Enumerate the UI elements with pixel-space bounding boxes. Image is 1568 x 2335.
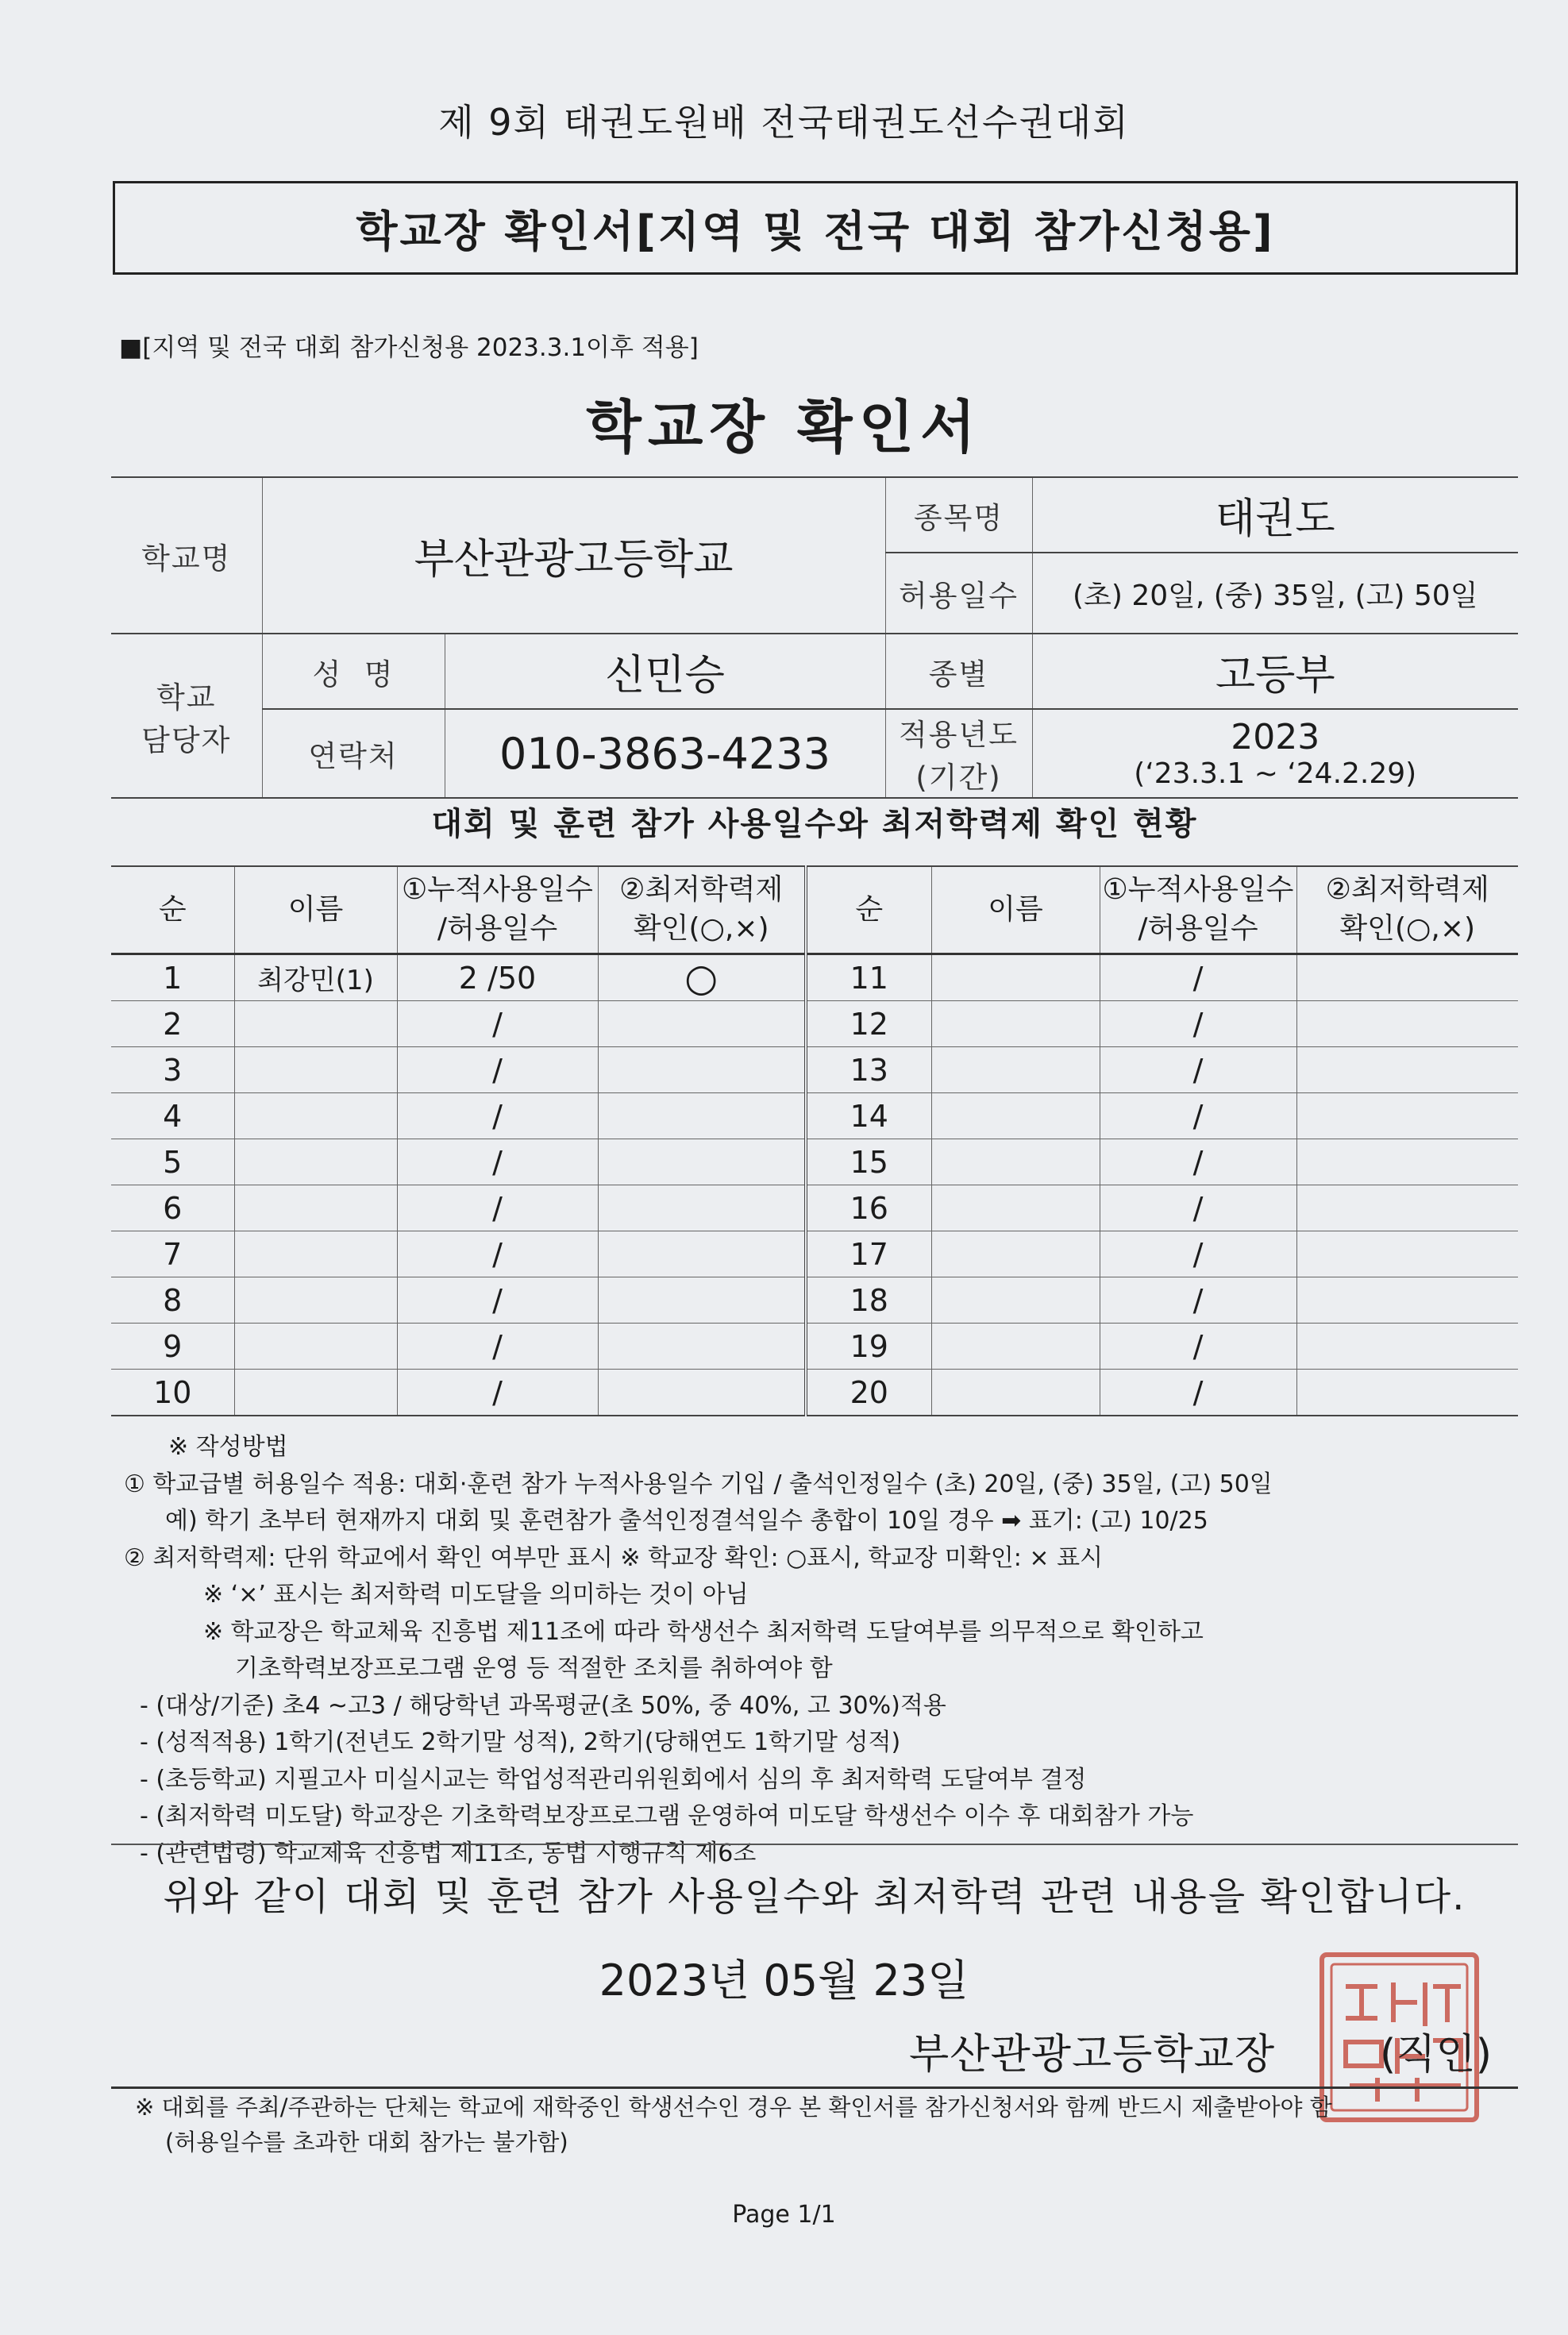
period-value: (‘23.3.1 ~ ‘24.2.29) xyxy=(1134,757,1417,790)
col-days: ①누적사용일수 /허용일수 xyxy=(1100,866,1296,954)
page-number: Page 1/1 xyxy=(732,2201,836,2229)
phone-label: 연락처 xyxy=(262,709,445,798)
instruction-line: ※ 학교장은 학교체육 진흥법 제11조에 따라 학생선수 최저학력 도달여부를 의무적으로 확인하고 xyxy=(203,1617,1204,1646)
instruction-line: - (초등학교) 지필고사 미실시교는 학업성적관리위원회에서 심의 후 최저학력 도달여부 결정 xyxy=(140,1765,1087,1794)
table-row: 1 최강민(1) 2 /50 ○ 11 / xyxy=(111,954,1518,1001)
division-label: 종별 xyxy=(885,634,1032,709)
table-heading: 대회 및 훈련 참가 사용일수와 최저학력제 확인 현황 xyxy=(431,806,1198,842)
allowed-days-value: (초) 20일, (중) 35일, (고) 50일 xyxy=(1032,553,1518,634)
instructions-title: ※ 작성방법 xyxy=(168,1433,288,1461)
col-check: ②최저학력제 확인(○,×) xyxy=(598,866,806,954)
info-table xyxy=(111,476,1518,799)
confirmation-date: 2023년 05월 23일 xyxy=(599,1955,969,2006)
seal-label: (직인) xyxy=(1380,2031,1493,2079)
table-row: 9 / 19 / xyxy=(111,1324,1518,1370)
col-days: ①누적사용일수 /허용일수 xyxy=(397,866,598,954)
col-name: 이름 xyxy=(234,866,397,954)
divider xyxy=(111,1844,1518,1845)
writing-instructions xyxy=(124,1429,1521,1872)
year-value: 2023 xyxy=(1231,717,1320,757)
allowed-days-label: 허용일수 xyxy=(885,553,1032,634)
school-label: 학교명 xyxy=(111,477,262,634)
instruction-line: ① 학교급별 허용일수 적용: 대회·훈련 참가 누적사용일수 기입 / 출석인정일수 (초) 20일, (중) 35일, (고) 50일 xyxy=(124,1470,1273,1498)
year-label: 적용년도 (기간) xyxy=(885,709,1032,798)
contact-label: 학교 담당자 xyxy=(111,634,262,798)
instruction-line: - (관련법령) 학교체육 진흥법 제11조, 동법 시행규칙 제6조 xyxy=(140,1839,757,1867)
footer-note: ※ 대회를 주최/주관하는 단체는 학교에 재학중인 학생선수인 경우 본 확인서를 참가신청서와 함께 반드시 제출받아야 함 (허용일수를 초과한 대회 참가는 불가함) xyxy=(135,2094,1332,2156)
instruction-line: - (성적적용) 1학기(전년도 2학기말 성적), 2학기(당해연도 1학기말 성적) xyxy=(140,1728,901,1756)
school-value: 부산관광고등학교 xyxy=(262,477,885,634)
col-check: ②최저학력제 확인(○,×) xyxy=(1296,866,1518,954)
page-title: 학교장 확인서 xyxy=(586,394,982,460)
table-row: 7 / 17 / xyxy=(111,1231,1518,1277)
year-value-cell xyxy=(1032,709,1518,798)
applicability-note: ■[지역 및 전국 대회 참가신청용 2023.3.1이후 적용] xyxy=(119,333,699,362)
confirmation-statement: 위와 같이 대회 및 훈련 참가 사용일수와 최저학력 관련 내용을 확인합니다. xyxy=(163,1875,1466,1919)
principal-name: 부산관광고등학교장 xyxy=(909,2031,1276,2079)
instruction-line: 예) 학기 초부터 현재까지 대회 및 훈련참가 출석인정결석일수 총합이 10일 경우 ➡ 표기: (고) 10/25 xyxy=(165,1507,1208,1535)
boxed-title: 학교장 확인서[지역 및 전국 대회 참가신청용] xyxy=(113,181,1518,275)
instruction-line: ※ ‘×’ 표시는 최저학력 미도달을 의미하는 것이 아님 xyxy=(203,1581,749,1609)
event-title: 제 9회 태권도원배 전국태권도선수권대회 xyxy=(438,101,1130,144)
instruction-line: 기초학력보장프로그램 운영 등 적절한 조치를 취하여야 함 xyxy=(235,1655,833,1682)
contact-name-value: 신민승 xyxy=(445,634,885,709)
table-row: 10 / 20 / xyxy=(111,1370,1518,1416)
instruction-line: ② 최저학력제: 단위 학교에서 확인 여부만 표시 ※ 학교장 확인: ○표시, 학교장 미확인: × 표시 xyxy=(124,1543,1104,1572)
table-row: 8 / 18 / xyxy=(111,1277,1518,1324)
division-value: 고등부 xyxy=(1032,634,1518,709)
instruction-line: - (대상/기준) 초4 ~고3 / 해당학년 과목평균(초 50%, 중 40%, 고 30%)적용 xyxy=(140,1691,946,1720)
table-row: 6 / 16 / xyxy=(111,1185,1518,1231)
table-row: 3 / 13 / xyxy=(111,1047,1518,1093)
col-no: 순 xyxy=(111,866,234,954)
table-header-row xyxy=(111,866,1518,954)
col-name: 이름 xyxy=(931,866,1100,954)
sport-value: 태권도 xyxy=(1032,477,1518,553)
col-no: 순 xyxy=(806,866,931,954)
instruction-line: - (최저학력 미도달) 학교장은 기초학력보장프로그램 운영하여 미도달 학생선수 이수 후 대회참가 가능 xyxy=(140,1802,1194,1830)
phone-value: 010-3863-4233 xyxy=(445,709,885,798)
table-row: 2 / 12 / xyxy=(111,1001,1518,1047)
sport-label: 종목명 xyxy=(885,477,1032,553)
table-row: 4 / 14 / xyxy=(111,1093,1518,1139)
name-label: 성 명 xyxy=(262,634,445,709)
table-row: 5 / 15 / xyxy=(111,1139,1518,1185)
usage-table xyxy=(111,865,1518,1416)
divider xyxy=(111,2086,1518,2089)
